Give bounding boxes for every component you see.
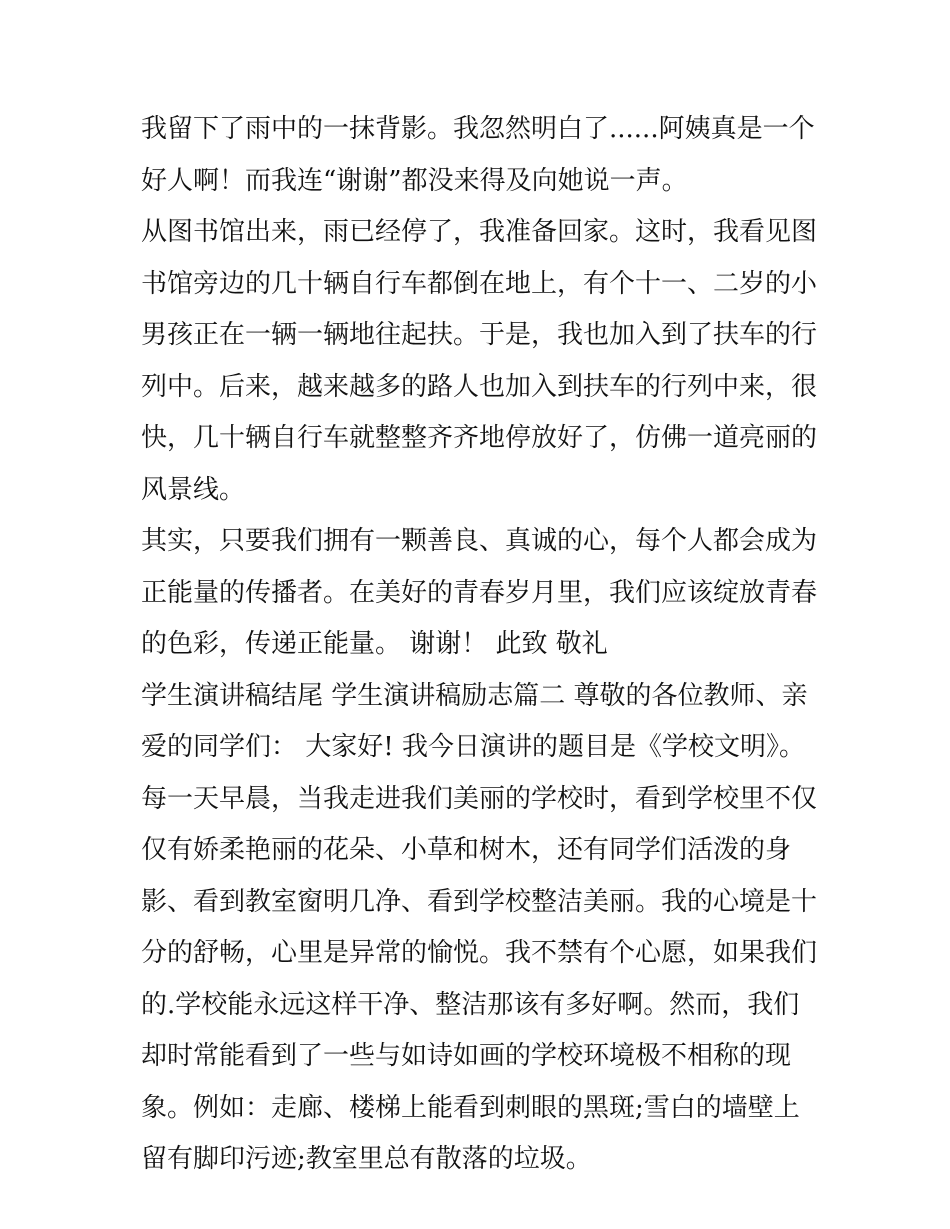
paragraph-2: 从图书馆出来，雨已经停了，我准备回家。这时，我看见图书馆旁边的几十辆自行车都倒在地上，有个十一、二岁的小男孩正在一辆一辆地往起扶。于是，我也加入到了扶车的行列中。后来，越来越多的路人也加入到扶车的行列中来，很快，几十辆自行车就整整齐齐地停放好了，仿佛一道亮丽的风景线。 xyxy=(141,217,818,505)
paragraph-4: 学生演讲稿结尾 学生演讲稿励志篇二 尊敬的各位教师、亲爱的同学们： 大家好! 我今日演讲的题目是《学校文明》。 xyxy=(141,680,808,762)
paragraph-5: 每一天早晨，当我走进我们美丽的学校时，看到学校里不仅仅有娇柔艳丽的花朵、小草和树木，还有同学们活泼的身影、看到教室窗明几净、看到学校整洁美丽。我的心境是十分的舒畅，心里是异常的愉悦。我不禁有个心愿，如果我们的.学校能永远这样干净、整洁那该有多好啊。然而，我们却时常能看到了一些与如诗如画的学校环境极不相称的现象。例如：走廊、楼梯上能看到刺眼的黑斑;雪白的墙壁上留有脚印污迹;教室里总有散落的垃圾。 xyxy=(141,783,818,1174)
paragraph-1: 我留下了雨中的一抹背影。我忽然明白了......阿姨真是一个好人啊！而我连“谢谢”都没来得及向她说一声。 xyxy=(141,114,815,196)
document-body xyxy=(141,104,821,1186)
paragraph-3: 其实，只要我们拥有一颗善良、真诚的心，每个人都会成为正能量的传播者。在美好的青春岁月里，我们应该绽放青春的色彩，传递正能量。 谢谢！ 此致 敬礼 xyxy=(141,526,818,659)
